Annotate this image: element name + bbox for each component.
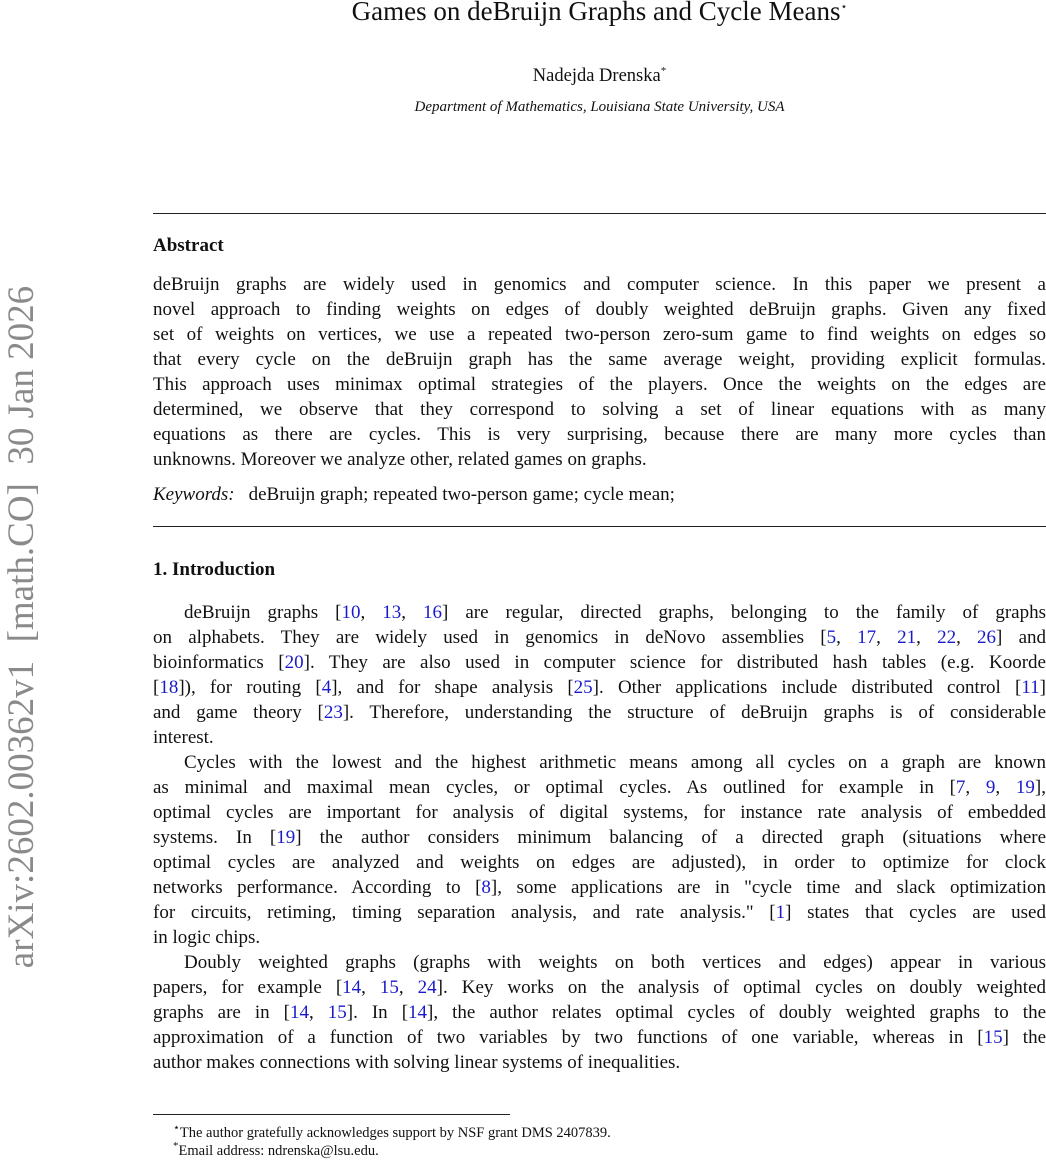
paragraph-line xyxy=(153,600,1046,625)
introduction-body xyxy=(153,600,1046,1075)
footnote-email xyxy=(173,1140,379,1160)
text-run: ], and for shape analysis [ xyxy=(331,677,574,698)
text-run: ] xyxy=(1039,677,1046,698)
text-run: ]. Key works on the analysis of optimal cycles on doubly weighted xyxy=(436,977,1046,998)
paragraph-line xyxy=(153,625,1046,650)
paragraph-line xyxy=(153,800,1046,825)
citation-link[interactable]: 18 xyxy=(159,677,179,698)
paragraph-line xyxy=(153,975,1046,1000)
paragraph-line xyxy=(153,775,1046,800)
text-run: , xyxy=(398,977,418,998)
citation-link[interactable]: 23 xyxy=(323,702,343,723)
arxiv-identifier-sidebar: arXiv:2602.00362v1 [math.CO] 30 Jan 2026 xyxy=(1,285,42,969)
abstract-top-rule xyxy=(153,213,1046,214)
keywords-list: deBruijn graph; repeated two-person game; cycle mean; xyxy=(248,484,675,505)
text-run: , xyxy=(876,627,898,648)
text-run: , xyxy=(361,977,380,998)
text-run: ]. In [ xyxy=(346,1002,409,1023)
paragraph-line xyxy=(153,725,1046,750)
footnote-text: The author gratefully acknowledges support by NSF grant DMS 2407839. xyxy=(179,1124,611,1141)
text-run: graphs are in [ xyxy=(153,1002,290,1023)
text-run: optimal cycles are analyzed and weights on edges are adjusted), in order to optimize for clock xyxy=(153,852,1046,873)
text-run: ]. Therefore, understanding the structure of deBruijn graphs is of considerable xyxy=(342,702,1046,723)
section-heading-introduction: 1. Introduction xyxy=(153,559,276,580)
citation-link[interactable]: 5 xyxy=(826,627,837,648)
paragraph-line xyxy=(153,850,1046,875)
paragraph-line xyxy=(153,950,1046,975)
abstract-line: set of weights on vertices, we use a repeated two-person zero-sum game to find weights on edges so xyxy=(153,324,1046,345)
footnote-text: Email address: ndrenska@lsu.edu. xyxy=(178,1142,379,1159)
text-run: ], some applications are in "cycle time and slack optimization xyxy=(490,877,1046,898)
citation-link[interactable]: 10 xyxy=(341,602,361,623)
text-run: as minimal and maximal mean cycles, or optimal cycles. As outlined for example in [ xyxy=(153,777,956,798)
text-run: Doubly weighted graphs (graphs with weights on both vertices and edges) appear in various xyxy=(184,952,1046,973)
title-text: Games on deBruijn Graphs and Cycle Means xyxy=(351,0,841,26)
paragraph-line xyxy=(153,1000,1046,1025)
text-run: Cycles with the lowest and the highest arithmetic means among all cycles on a graph are known xyxy=(184,752,1046,773)
author-footnote-mark: * xyxy=(660,65,667,77)
text-run: ]), for routing [ xyxy=(178,677,322,698)
paragraph-line xyxy=(153,1025,1046,1050)
citation-link[interactable]: 19 xyxy=(276,827,296,848)
text-run: approximation of a function of two variables by two functions of one variable, whereas in [ xyxy=(153,1027,984,1048)
text-run: on alphabets. They are widely used in genomics in deNovo assemblies [ xyxy=(153,627,827,648)
text-run: optimal cycles are important for analysis of digital systems, for instance rate analysis of embedded xyxy=(153,802,1046,823)
abstract-line: equations as there are cycles. This is very surprising, because there are many more cycles than xyxy=(153,424,1046,445)
abstract-heading: Abstract xyxy=(153,235,224,256)
keywords-label: Keywords: xyxy=(153,484,235,505)
citation-link[interactable]: 14 xyxy=(408,1002,428,1023)
text-run: papers, for example [ xyxy=(153,977,343,998)
citation-link[interactable]: 24 xyxy=(417,977,437,998)
text-run: ]. They are also used in computer science for distributed hash tables (e.g. Koorde xyxy=(303,652,1046,673)
text-run: ] and xyxy=(996,627,1046,648)
citation-link[interactable]: 9 xyxy=(985,777,996,798)
text-run: , xyxy=(360,602,383,623)
paragraph-line xyxy=(153,925,1046,950)
paragraph-line xyxy=(153,900,1046,925)
text-run: interest. xyxy=(153,727,214,748)
text-run: , xyxy=(916,627,938,648)
footnote-mark: ⋆ xyxy=(173,1122,180,1134)
abstract-line: determined, we observe that they correspond to solving a set of linear equations with as many xyxy=(153,399,1046,420)
text-run: ] states that cycles are used xyxy=(785,902,1046,923)
text-run: , xyxy=(309,1002,328,1023)
footnote-mark: * xyxy=(173,1140,179,1152)
text-run: systems. In [ xyxy=(153,827,277,848)
author xyxy=(153,65,1046,87)
citation-link[interactable]: 19 xyxy=(1015,777,1035,798)
text-run: networks performance. According to [ xyxy=(153,877,482,898)
text-run: ], the author relates optimal cycles of doubly weighted graphs to the xyxy=(427,1002,1046,1023)
paragraph-line xyxy=(153,700,1046,725)
citation-link[interactable]: 26 xyxy=(977,627,997,648)
text-run: deBruijn graphs [ xyxy=(184,602,342,623)
citation-link[interactable]: 14 xyxy=(290,1002,309,1023)
text-run: ] the author considers minimum balancing of a directed graph (situations where xyxy=(295,827,1046,848)
author-name: Nadejda Drenska xyxy=(532,66,661,87)
footnote-rule xyxy=(153,1114,510,1115)
text-run: and game theory [ xyxy=(153,702,324,723)
citation-link[interactable]: 4 xyxy=(321,677,332,698)
text-run: , xyxy=(401,602,424,623)
citation-link[interactable]: 7 xyxy=(955,777,966,798)
paragraph-line xyxy=(153,750,1046,775)
citation-link[interactable]: 15 xyxy=(379,977,399,998)
citation-link[interactable]: 22 xyxy=(937,627,957,648)
keywords xyxy=(153,484,675,506)
abstract-body xyxy=(153,272,1046,472)
paragraph-line xyxy=(153,675,1046,700)
citation-link[interactable]: 20 xyxy=(284,652,304,673)
text-run: ] are regular, directed graphs, belonging to the family of graphs xyxy=(442,602,1046,623)
abstract-line: unknowns. Moreover we analyze other, related games on graphs. xyxy=(153,449,647,470)
citation-link[interactable]: 17 xyxy=(857,627,877,648)
text-run: ] the xyxy=(1002,1027,1046,1048)
text-run: ], xyxy=(1034,777,1046,798)
citation-link[interactable]: 1 xyxy=(775,902,786,923)
text-run: , xyxy=(965,777,986,798)
citation-link[interactable]: 16 xyxy=(423,602,443,623)
paragraph-line xyxy=(153,1050,1046,1075)
abstract-line: that every cycle on the deBruijn graph has the same average weight, providing explicit formulas. xyxy=(153,349,1046,370)
abstract-line: novel approach to finding weights on edges of doubly weighted deBruijn graphs. Given any fixed xyxy=(153,299,1046,320)
text-run: ]. Other applications include distributed control [ xyxy=(592,677,1022,698)
title-footnote-mark: ⋆ xyxy=(840,1,848,13)
paper-title xyxy=(153,0,1046,27)
citation-link[interactable]: 8 xyxy=(481,877,491,898)
text-run: in logic chips. xyxy=(153,927,261,948)
abstract-line: This approach uses minimax optimal strategies of the players. Once the weights on the edges are xyxy=(153,374,1046,395)
text-run: [ xyxy=(153,677,160,698)
citation-link[interactable]: 15 xyxy=(983,1027,1003,1048)
abstract-line: deBruijn graphs are widely used in genomics and computer science. In this paper we present a xyxy=(153,274,1046,295)
text-run: , xyxy=(995,777,1016,798)
abstract-bottom-rule xyxy=(153,526,1046,527)
citation-link[interactable]: 14 xyxy=(342,977,362,998)
citation-link[interactable]: 21 xyxy=(897,627,917,648)
text-run: bioinformatics [ xyxy=(153,652,285,673)
citation-link[interactable]: 13 xyxy=(382,602,402,623)
paragraph-line xyxy=(153,875,1046,900)
citation-link[interactable]: 11 xyxy=(1021,677,1040,698)
text-run: , xyxy=(956,627,978,648)
affiliation: Department of Mathematics, Louisiana State University, USA xyxy=(414,99,785,115)
text-run: for circuits, retiming, timing separation analysis, and rate analysis." [ xyxy=(153,902,776,923)
text-run: , xyxy=(836,627,858,648)
citation-link[interactable]: 15 xyxy=(327,1002,347,1023)
text-run: author makes connections with solving linear systems of inequalities. xyxy=(153,1052,681,1073)
citation-link[interactable]: 25 xyxy=(573,677,593,698)
paragraph-line xyxy=(153,825,1046,850)
footnote-grant xyxy=(173,1121,611,1142)
paragraph-line xyxy=(153,650,1046,675)
